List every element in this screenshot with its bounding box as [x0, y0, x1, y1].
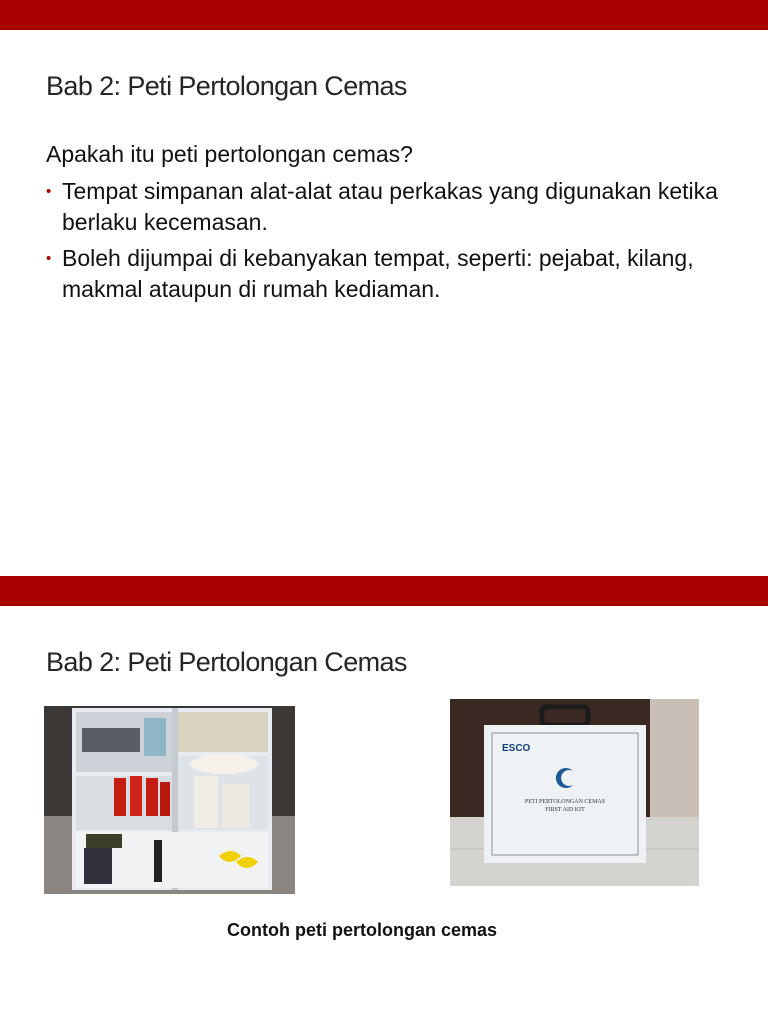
bullet-text: Boleh dijumpai di kebanyakan tempat, seperti: pejabat, kilang, makmal ataupun di rumah kediaman. [62, 245, 694, 302]
first-aid-kit-closed-photo [450, 699, 699, 886]
question-text: Apakah itu peti pertolongan cemas? [46, 141, 413, 167]
slide-title: Bab 2: Peti Pertolongan Cemas [46, 647, 407, 677]
bullet-dot-icon: • [46, 250, 52, 267]
bullet-item [46, 176, 736, 238]
header-band [0, 576, 768, 606]
bullet-item [46, 243, 736, 305]
kit-label-line1: PETI PERTOLONGAN CEMAS [524, 799, 606, 805]
bullet-list [46, 176, 736, 310]
figure-caption [0, 920, 768, 941]
caption-text: Contoh peti pertolongan cemas [226, 920, 498, 940]
header-band [0, 0, 768, 30]
slide-title: Bab 2: Peti Pertolongan Cemas [46, 71, 407, 101]
bullet-dot-icon: • [46, 183, 52, 200]
slide-2 [0, 576, 768, 1024]
bullet-text: Tempat simpanan alat-alat atau perkakas yang digunakan ketika berlaku kecemasan. [62, 178, 718, 235]
first-aid-kit-open-photo [44, 706, 295, 894]
brand-text: ESCO [502, 743, 531, 754]
kit-label-line2: FIRST AID KIT [545, 807, 585, 813]
